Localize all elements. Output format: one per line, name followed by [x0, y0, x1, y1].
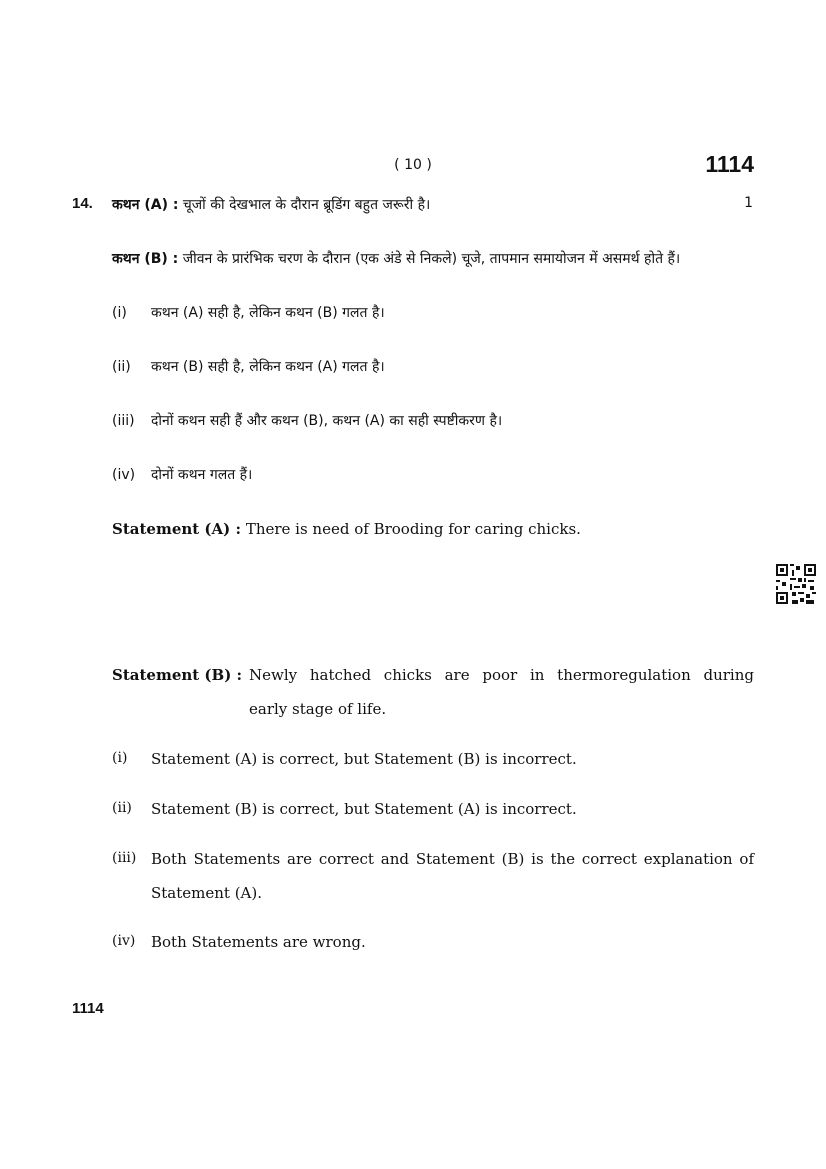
hindi-option-text: कथन (B) सही है, लेकिन कथन (A) गलत है। [151, 359, 385, 375]
english-option-number: (iii) [112, 850, 137, 866]
english-option-text: Statement (B) is correct, but Statement (A) is incorrect. [151, 800, 577, 818]
english-option-number: (ii) [112, 800, 132, 816]
english-statement-b-label: Statement (B) : [112, 666, 243, 684]
hindi-option-number: (ii) [112, 359, 131, 375]
english-option-number: (i) [112, 750, 128, 766]
hindi-statement-b-text: जीवन के प्रारंभिक चरण के दौरान (एक अंडे से निकले) चूजे, तापमान समायोजन में असमर्थ होते हैं। [182, 251, 681, 267]
english-option-text: Both Statements are wrong. [151, 933, 366, 951]
hindi-statement-a [112, 195, 430, 214]
hindi-option-text: दोनों कथन गलत हैं। [151, 467, 253, 483]
hindi-statement-b-label: कथन (B) : [112, 251, 179, 267]
english-statement-a-text: There is need of Brooding for caring chicks. [245, 520, 581, 538]
english-option-number: (iv) [112, 933, 136, 949]
english-statement-a [112, 520, 581, 538]
english-option-text: Statement (A) is correct, but Statement (B) is incorrect. [151, 750, 577, 768]
paper-code-footer: 1114 [72, 1000, 104, 1017]
paper-code-header: 1114 [705, 151, 754, 177]
question-marks: 1 [744, 195, 753, 211]
hindi-statement-b [112, 249, 680, 268]
hindi-statement-a-label: कथन (A) : [112, 197, 179, 213]
english-statement-b-text: Newly hatched chicks are poor in thermoregulation during [249, 666, 754, 684]
hindi-option-number: (i) [112, 305, 127, 321]
hindi-statement-a-text: चूजों की देखभाल के दौरान ब्रूडिंग बहुत जरूरी है। [182, 197, 431, 213]
english-option-text-continued: Statement (A). [151, 884, 263, 902]
hindi-option-text: दोनों कथन सही हैं और कथन (B), कथन (A) का सही स्पष्टीकरण है। [151, 413, 503, 429]
english-statement-b-text-continued: early stage of life. [249, 700, 387, 718]
question-number: 14. [72, 195, 93, 212]
english-statement-a-label: Statement (A) : [112, 520, 242, 538]
qr-code-icon [776, 564, 816, 604]
page-number: ( 10 ) [394, 157, 432, 173]
hindi-option-text: कथन (A) सही है, लेकिन कथन (B) गलत है। [151, 305, 385, 321]
hindi-option-number: (iv) [112, 467, 136, 483]
hindi-option-number: (iii) [112, 413, 135, 429]
english-statement-b [112, 666, 242, 684]
english-option-text: Both Statements are correct and Statement (B) is the correct explanation of [151, 850, 754, 868]
